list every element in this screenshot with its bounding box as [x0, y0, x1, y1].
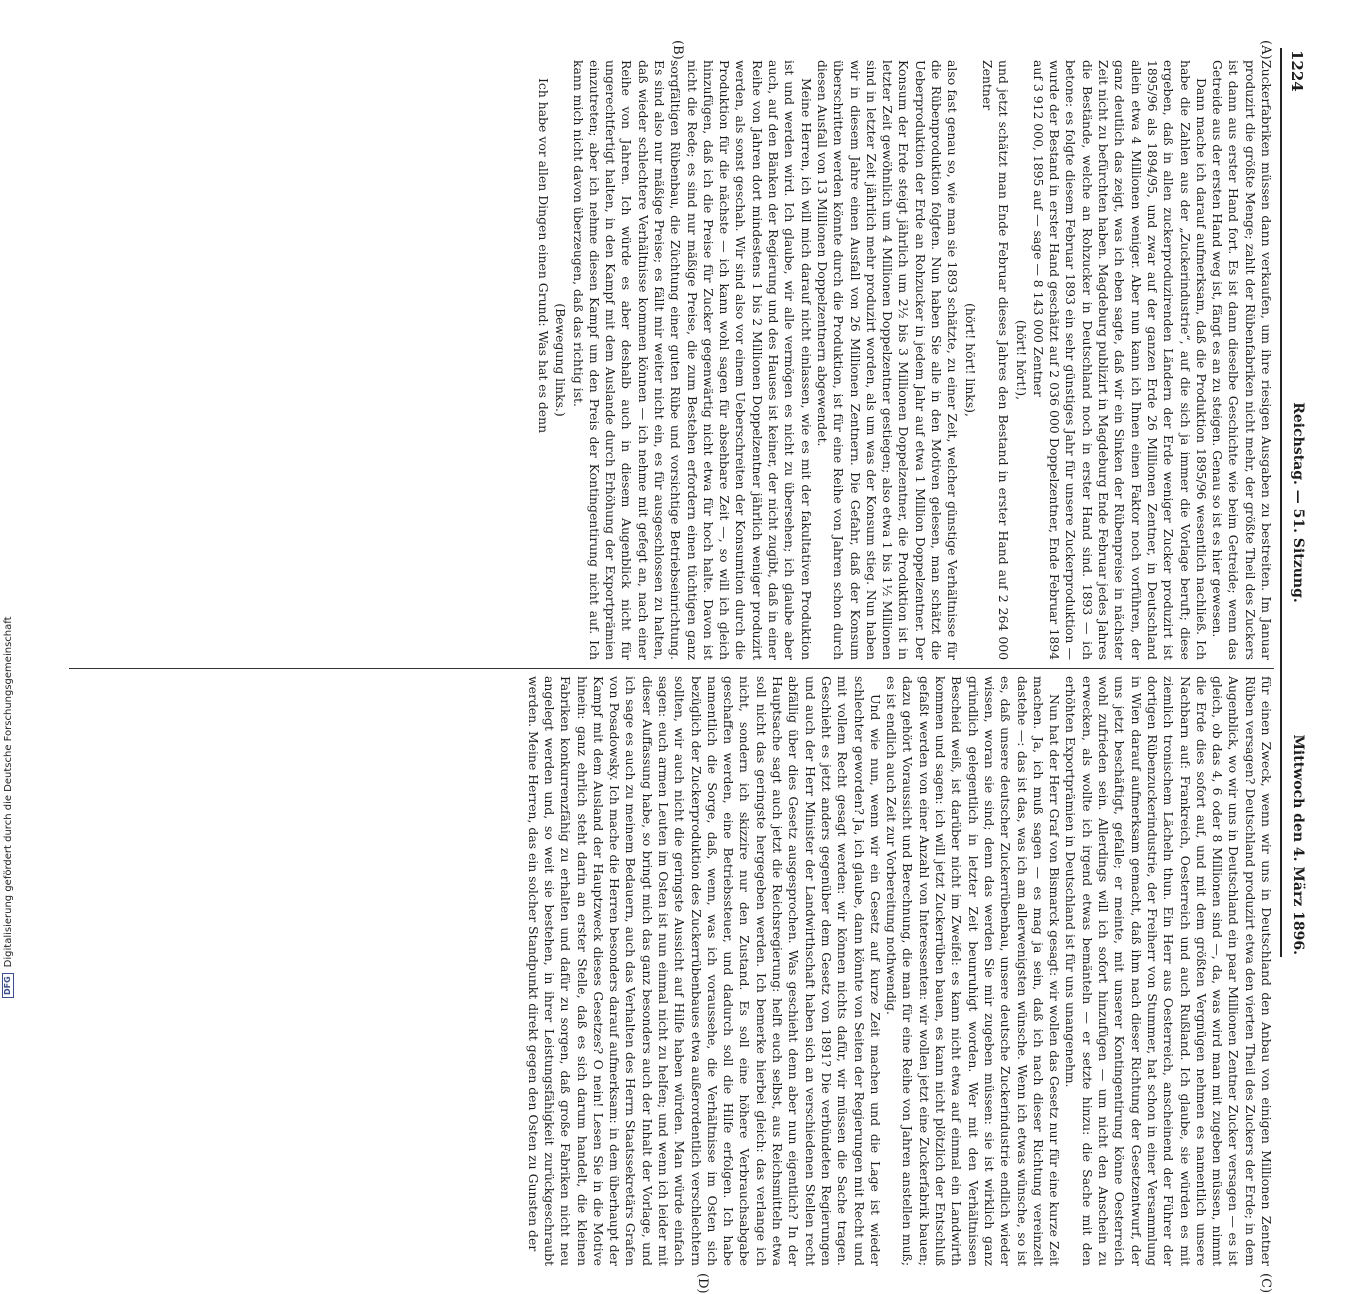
paragraph: Nun hat der Herr Graf von Bismarck gesagt: wir wollen das Gesetz nur für eine kurze Zeit machen. Ja, ich muß sagen — es mag ja sein, daß ich nach dieser Richtung vereinzelt dastehe —: das ist das, was ich am allerwenigsten wünsche. Wenn ich etwas wünsche, so ist es, daß unsere deutscher Zuckerrübenbau, unsere deutsche Zuckerindustrie endlich wieder wissen, woran sie sind; denn das werden Sie mir zugeben müssen: sie ist wirklich ganz gründlich gelegentlich in letzter Zeit beunruhigt worden. Wer mit den Verhältnissen Bescheid weiß, ist darüber nicht im Zweifel: es kann nicht etwa auf einmal ein Landwirth kommen und sagen: ich will jetzt Zuckerrüben bauen, es kann nicht plötzlich der Entschluß gefaßt werden von einer Anzahl von Interessenten: wir wollen jetzt eine Zuckerfabrik bauen; dazu gehört Voraussicht und Berechnung, die man für eine Reihe von Jahren anstellen muß; es ist endlich auch Zeit zur Vorbereitung nothwendig. — [884, 676, 1063, 1266]
paragraph: Zuckerfabriken müssen dann verkaufen, um ihre riesigen Ausgaben zu bestreiten. Im Januar produzirt die größte Menge; zahlt der Rübenfabriken nicht mehr, der größte Theil des Zuckers ist dann aus erster Hand fort. Es ist dann dieselbe Geschichte wie beim Getreide; wenn das Getreide aus der ersten Hand weg ist, fängt es an zu steigen. Genau so ist es hier gewesen. — [1210, 60, 1274, 660]
credit-text: Digitalisierung gefördert durch die Deutsche Forschungsgemeinschaft — [2, 616, 14, 968]
dfg-logo: DFG — [2, 973, 14, 998]
page-header — [1284, 48, 1310, 957]
margin-marker-a: (A) — [1258, 40, 1273, 60]
margin-marker-d: (D) — [695, 1273, 710, 1294]
paragraph: Dann mache ich darauf aufmerksam, daß die Produktion 1895/96 wesentlich nachließ. Ich habe die Zahlen aus der „Zuckerindustrie“, auf die sich ja immer die Vorlage beruft; diese ergeben, daß in allen zuckerproduzirenden Ländern der Erde weniger Zucker produzirt ist 1895/96 als 1894/95, und zwar auf der ganzen Erde 26 Millionen Zentner, in Deutschland allein etwa 4 Millionen weniger. Aber nun kann ich Ihnen einen Faktor noch vorführen, der ganz deutlich das zeigt, was ich eben sagte, daß wir ein Sinken der Rübenpreise in nächster Zeit nicht zu befürchten haben. Magdeburg publizirt in Magdeburg Ende Februar jedes Jahres die Bestände, welche an Rohzucker in Deutschland noch in erster Hand sind. 1893 — ich betone: es folgte diesem Februar 1893 ein sehr günstiges Jahr für unsere Zuckerproduktion — wurde der Bestand in erster Hand geschätzt auf 2 036 000 Doppelzentner, Ende Februar 1894 auf 3 912 000, 1895 auf — sage — 8 143 000 Zentner — [1030, 60, 1209, 660]
margin-marker-b: (B) — [670, 40, 685, 60]
interjection: (hört! hört! links), — [962, 303, 978, 417]
column-divider — [69, 668, 1274, 669]
session-date: Mittwoch den 4. März 1896. — [1290, 734, 1306, 955]
header-rule — [1280, 48, 1282, 957]
digitization-credit — [2, 616, 14, 998]
paragraph: Und wie nun, wenn wir ein Gesetz auf kurze Zeit machen und die Lage ist wieder schlechter geworden? Ja, ich glaube, dann könnte von Seiten der Regierungen mit Recht und mit vollem Recht gesagt werden: wir können nichts dafür, wir müssen die Sache tragen. Geschieht es jetzt anders gegenüber dem Gesetz von 1891? Die verbündeten Regierungen und auch der Herr Minister der Landwirthschaft haben sich an verschiedenen Stellen recht abfällig über dies Gesetz ausgesprochen. Was geschieht denn aber nun eigentlich? In der Hauptsache sagt auch jetzt die Reichsregierung: helft euch selbst, aus Reichsmitteln etwa soll nicht das geringste hergegeben werden. Ich bemerke hierbei gleich: das verlange ich nicht, sondern ich skizzire nur den Zustand. Es soll eine höhere Verbrauchsabgabe geschaffen werden, eine Betriebssteuer, und dadurch soll die Hilfe erfolgen. Ich habe namentlich die Sorge, daß, wenn, was ich voraussehe, die Verhältnisse im Osten sich bezüglich der Zuckerproduktion des Zuckerrübenbaues etwa außerordentlich verschlechtern sollten, wir auch nicht die geringste Aussicht auf Hilfe haben würden. Man würde einfach sagen: euch armen Leuten im Osten ist nun einmal nicht zu helfen; und wenn ich leider mit dieser Auffassung habe, so bringt mich das ganz besonders auch der Inhalt der Vorlage, und ich sage es auch zu meinem Bedauern, auch das Verhalten des Herrn Staatssekretärs Grafen von Posadowsky. Ich mache die Herren besonders darauf aufmerksam: in dem überhaupt der Kampf mit dem Ausland der Hauptzweck dieses Gesetzes? O nein! Lesen Sie in die Motive hinein: ganz ehrlich steht darin an erster Stelle, daß es sich darum handelt, die kleinen Fabriken konkurrenzfähig zu erhalten und dafür zu sorgen, daß große Fabriken nicht neu angelegt werden und, so weit sie bestehen, in ihrer Leistungsfähigkeit zurückgeschraubt werden. Meine Herren, das ein solcher Standpunkt direkt gegen den Osten zu Gunsten der — [525, 676, 883, 1266]
session-title: Reichstag. — 51. Sitzung. — [1290, 402, 1306, 603]
paragraph: also fast genau so, wie man sie 1893 schätzte, zu einer Zeit, welcher günstige Verhältnisse für die Rübenproduktion folgten. Nun haben Sie alle in den Motiven gelesen, man schätzt die Ueberproduktion der Erde an Rohzucker in jedem Jahr auf etwa 1 Million Doppelzentner. Der Konsum der Erde steigt jährlich um 2½ bis 3 Millionen Doppelzentner, die Produktion ist in letzter Zeit gewöhnlich um 4 Millionen Doppelzentner gestiegen; also etwa 1 bis 1½ Millionen sind in letzter Zeit jährlich mehr produzirt worden, als um was der Konsum stieg. Nun haben wir in diesem Jahre einen Ausfall von 26 Millionen Zentnern. Die Gefahr, daß der Konsum überschritten werden könnte durch die Produktion, ist für eine Reihe von Jahren schon durch diesen Ausfall von 13 Millionen Doppelzentnern abgewendet. — [814, 60, 961, 660]
interjection: (Bewegung links.) — [553, 303, 569, 417]
interjection: (hört! hört!), — [1013, 319, 1029, 401]
document-page — [55, 40, 1310, 1294]
margin-marker-c: (C) — [1258, 1273, 1273, 1294]
paragraph: und jetzt schätzt man Ende Februar dieses Jahres den Bestand in erster Hand auf 2 264 000 Zentner — [979, 60, 1012, 660]
paragraph: Meine Herren, ich will mich darauf nicht einlassen, wie es mit der fakultativen Produktion ist und werden wird. Ich glaube, wir alle vermögen es nicht zu übersehen; ich glaube aber auch, auf den Bänken der Regierung und des Hauses ist keiner, der nicht zugibt, daß in einer Reihe von Jahren dort mindestens 1 bis 2 Millionen Doppelzentner jährlich weniger produzirt werden, als sonst geschah. Wir sind also vor einem Ueberschreiten der Konsumtion durch die Produktion für die nächste — ich kann wohl sagen für absehbare Zeit —, so will ich gleich hinzufügen, daß ich die Preise für Zucker gegenwärtig nicht etwa für hoch halte. Davon ist nicht die Rede; es sind nur mäßige Preise, die zum Bestehen erfordern einen tüchtigen ganz sorgfältigen Rübenbau, die Züchtung einer guten Rübe und vorsichtige Betriebseinrichtung. Es sind also nur mäßige Preise; es fällt mir weiter nicht ein, es für ausgeschlossen zu halten, daß wieder schlechtere Verhältnisse kommen können — ich nehme mit gefegt an, nach einer Reihe von Jahren. Ich würde es aber deshalb auch in diesem Augenblick nicht für ungerechtfertigt halten, in den Kampf mit dem Auslande durch Erhöhung der Exportprämien einzutreten; aber ich nehme diesen Kampf um den Preis der Kontingentirung nicht auf. Ich kann mich nicht davon überzeugen, daß das richtig ist. — [570, 60, 814, 660]
left-column — [64, 60, 1274, 660]
page-number: 1224 — [1288, 50, 1306, 92]
paragraph: Ich habe vor allen Dingen einen Grund: Was hat es denn — [535, 78, 551, 434]
paragraph: für einen Zweck, wenn wir uns in Deutschland den Anbau von einigen Millionen Zentner Rüben versagen? Deutschland produzirt etwa den vierten Theil des Zuckers der Erde; in dem Augenblick, wo wir uns in Deutschland ein paar Millionen Zentner Zucker versagen — es ist gleich, ob das 4, 6 oder 8 Millionen sind —, da, was wird man mit zugeben müssen, nimmt die Erde dies sofort auf, und mit dem größten Vergnügen nehmen es namentlich unsere Nachbarn auf: Frankreich, Oesterreich und auch Rußland. Ich glaube, sie würden es mit ziemlich tronischem Lächeln thun. Ein Herr aus Oesterreich, anscheinend der Führer der dortigen Rübenzuckerindustrie, der Freiherr von Stummer, hat schon in einer Versammlung in Wien darauf aufmerksam gemacht, daß ihm nach dieser Richtung der Gesetzentwurf, der uns jetzt beschäftigt, gefalle; er meinte, mit unserer Kontingentirung könne Oesterreich wohl zufrieden sein. Allerdings will ich sofort hinzufügen — um nicht den Anschein zu erwecken, als wollte ich irgend etwas bemänteln — er setzte hinzu: die Sache mit den erhöhten Exportprämien in Deutschland ist für uns unangenehm. — [1063, 676, 1274, 1266]
right-column — [64, 676, 1274, 1266]
